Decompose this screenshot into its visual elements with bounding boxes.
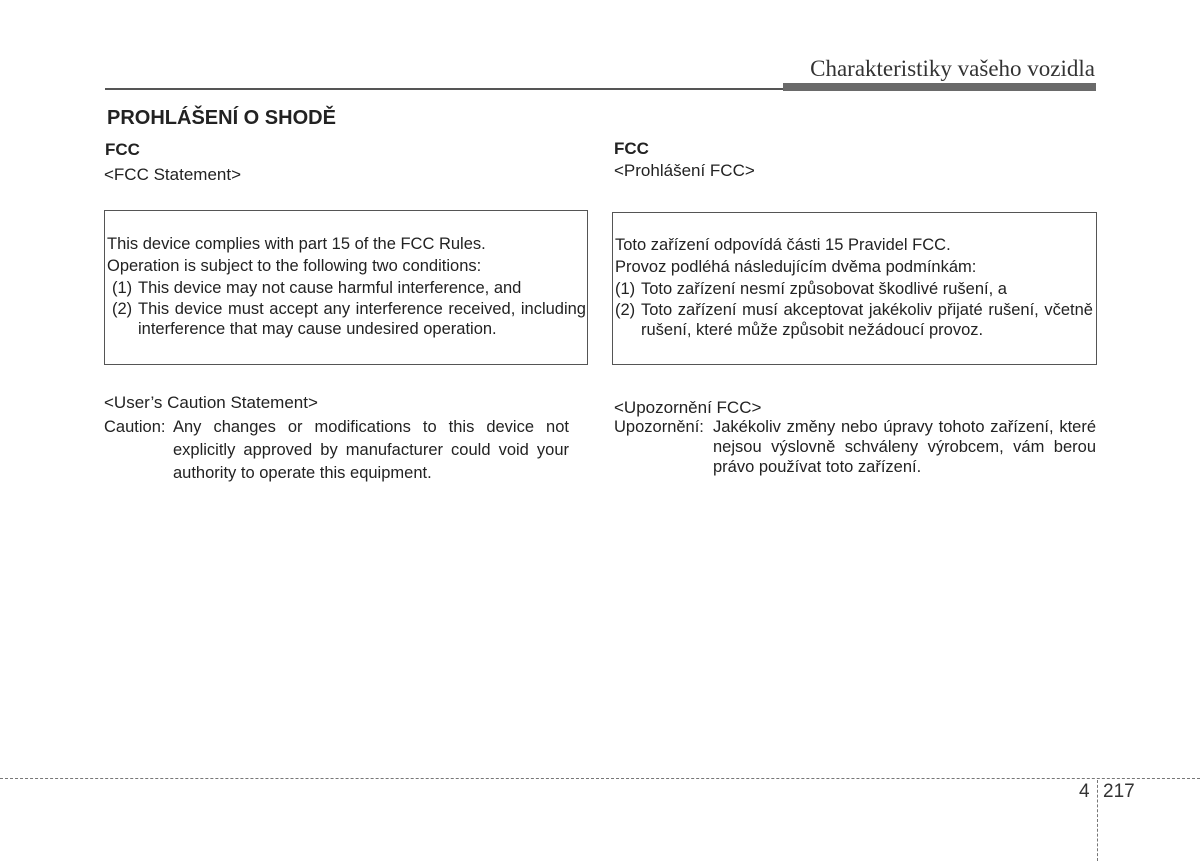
fcc-statement-line1-en: This device complies with part 15 of the FCC Rules. [107,235,486,253]
fcc-statement-line2-en: Operation is subject to the following two conditions: [107,257,482,275]
caution-block-en [104,416,569,485]
condition-number: (2) [112,300,133,318]
caution-heading-en: <User’s Caution Statement> [104,393,318,412]
caution-text-cs: Jakékoliv změny nebo úpravy tohoto zařízení, které nejsou výslovně schváleny výrobcem, vám berou právo používat toto zařízení. [713,418,1096,476]
caution-heading-cs: <Upozornění FCC> [614,398,762,417]
fcc-statement-box-cs [612,212,1097,365]
header-rule [105,88,785,90]
condition-item-2-en [112,299,586,339]
condition-number: (1) [615,280,636,298]
chapter-number: 4 [1079,781,1090,802]
fcc-label-cs: FCC [614,139,649,158]
header-rule-accent [783,83,1096,91]
footer-page-divider [1097,780,1098,861]
condition-item-1-en [112,278,586,298]
footer-divider [0,778,1200,779]
fcc-statement-line1-cs: Toto zařízení odpovídá části 15 Pravidel FCC. [615,236,951,254]
fcc-statement-label-cs: <Prohlášení FCC> [614,161,755,180]
fcc-label-en: FCC [105,140,140,159]
caution-label-cs: Upozornění: [614,418,704,436]
condition-number: (1) [112,279,133,297]
section-heading: PROHLÁŠENÍ O SHODĚ [107,107,336,129]
caution-block-cs [614,417,1096,477]
condition-text: This device may not cause harmful interference, and [138,279,522,297]
caution-label-en: Caution: [104,418,166,436]
fcc-statement-line2-cs: Provoz podléhá následujícím dvěma podmínkám: [615,258,977,276]
condition-text: Toto zařízení nesmí způsobovat škodlivé rušení, a [641,280,1007,298]
running-header-title: Charakteristiky vašeho vozidla [810,56,1095,81]
condition-item-1-cs [615,279,1093,299]
condition-number: (2) [615,301,636,319]
condition-item-2-cs [615,300,1093,340]
condition-text: Toto zařízení musí akceptovat jakékoliv přijaté rušení, včetně rušení, které může způsobit nežádoucí provoz. [641,301,1093,339]
fcc-statement-box-en [104,210,588,365]
fcc-statement-label-en: <FCC Statement> [104,165,242,184]
page-number: 217 [1103,781,1135,802]
caution-text-en: Any changes or modifications to this device not explicitly approved by manufacturer could void your authority to operate this equipment. [173,418,569,482]
condition-text: This device must accept any interference received, including interference that may cause undesired operation. [138,300,586,338]
